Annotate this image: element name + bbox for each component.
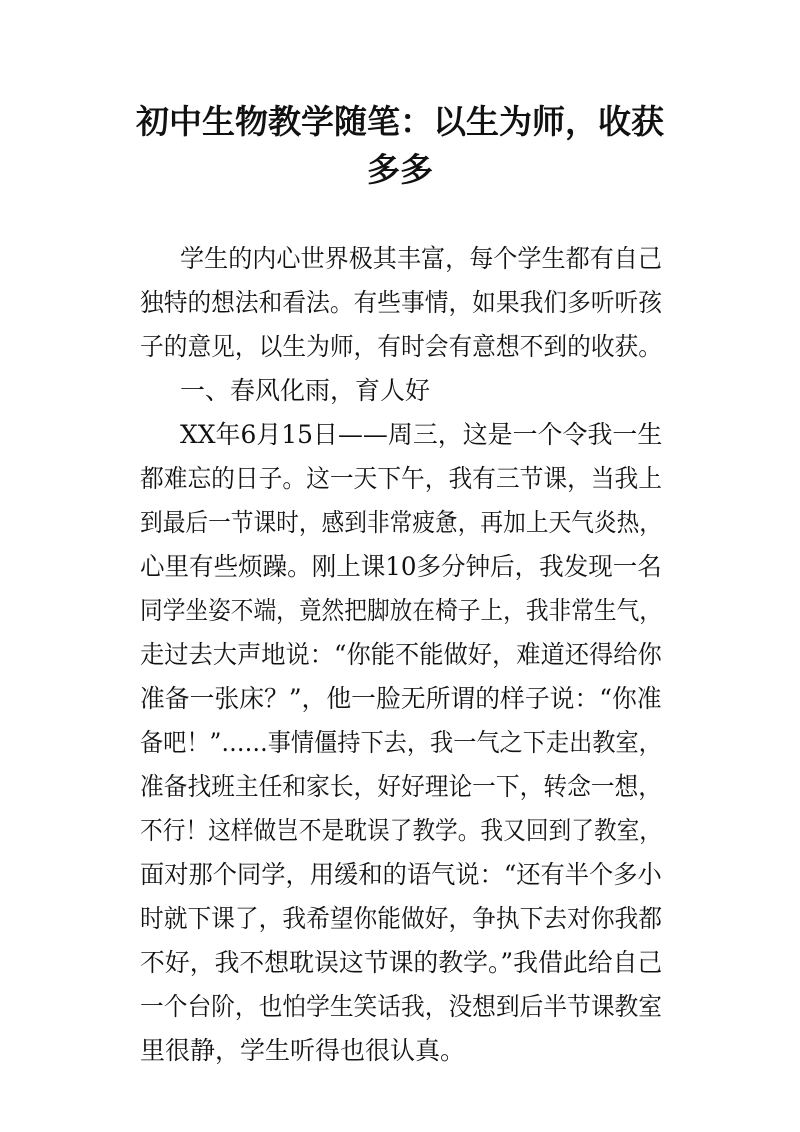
body-line: 里很静，学生听得也很认真。 xyxy=(140,1036,466,1065)
body-line: XX年6月15日——周三，这是一个令我一生 xyxy=(180,420,663,449)
body-line: 一个台阶，也怕学生笑话我，没想到后半节课教室 xyxy=(140,992,663,1021)
body-line: 备吧！”……事情僵持下去，我一气之下走出教室， xyxy=(140,728,662,757)
body-line: 心里有些烦躁。刚上课10多分钟后，我发现一名 xyxy=(140,552,662,581)
body-line: 学生的内心世界极其丰富，每个学生都有自己 xyxy=(180,244,663,273)
body-line: 面对那个同学，用缓和的语气说：“还有半个多小 xyxy=(140,860,662,889)
body-line: 不好，我不想耽误这节课的教学。”我借此给自己 xyxy=(140,948,663,977)
body-line: 子的意见，以生为师，有时会有意想不到的收获。 xyxy=(140,332,663,361)
title-line-1: 初中生物教学随笔：以生为师，收获 xyxy=(136,102,664,141)
body-line: 到最后一节课时，感到非常疲惫，再加上天气炎热， xyxy=(140,508,662,537)
body-line: 独特的想法和看法。有些事情，如果我们多听听孩 xyxy=(140,288,663,317)
body-line: 时就下课了，我希望你能做好，争执下去对你我都 xyxy=(140,904,663,933)
body-line: 准备找班主任和家长，好好理论一下，转念一想， xyxy=(140,772,663,801)
body-line: 准备一张床？”，他一脸无所谓的样子说：“你准 xyxy=(140,684,662,713)
title-line-2: 多多 xyxy=(367,150,433,189)
body-line: 不行！这样做岂不是耽误了教学。我又回到了教室， xyxy=(140,816,662,845)
body-line: 都难忘的日子。这一天下午，我有三节课，当我上 xyxy=(140,464,663,493)
body-line: 走过去大声地说：“你能不能做好，难道还得给你 xyxy=(140,640,662,669)
body-line: 同学坐姿不端，竟然把脚放在椅子上，我非常生气， xyxy=(140,596,662,625)
section-heading: 一、春风化雨，育人好 xyxy=(180,376,431,405)
